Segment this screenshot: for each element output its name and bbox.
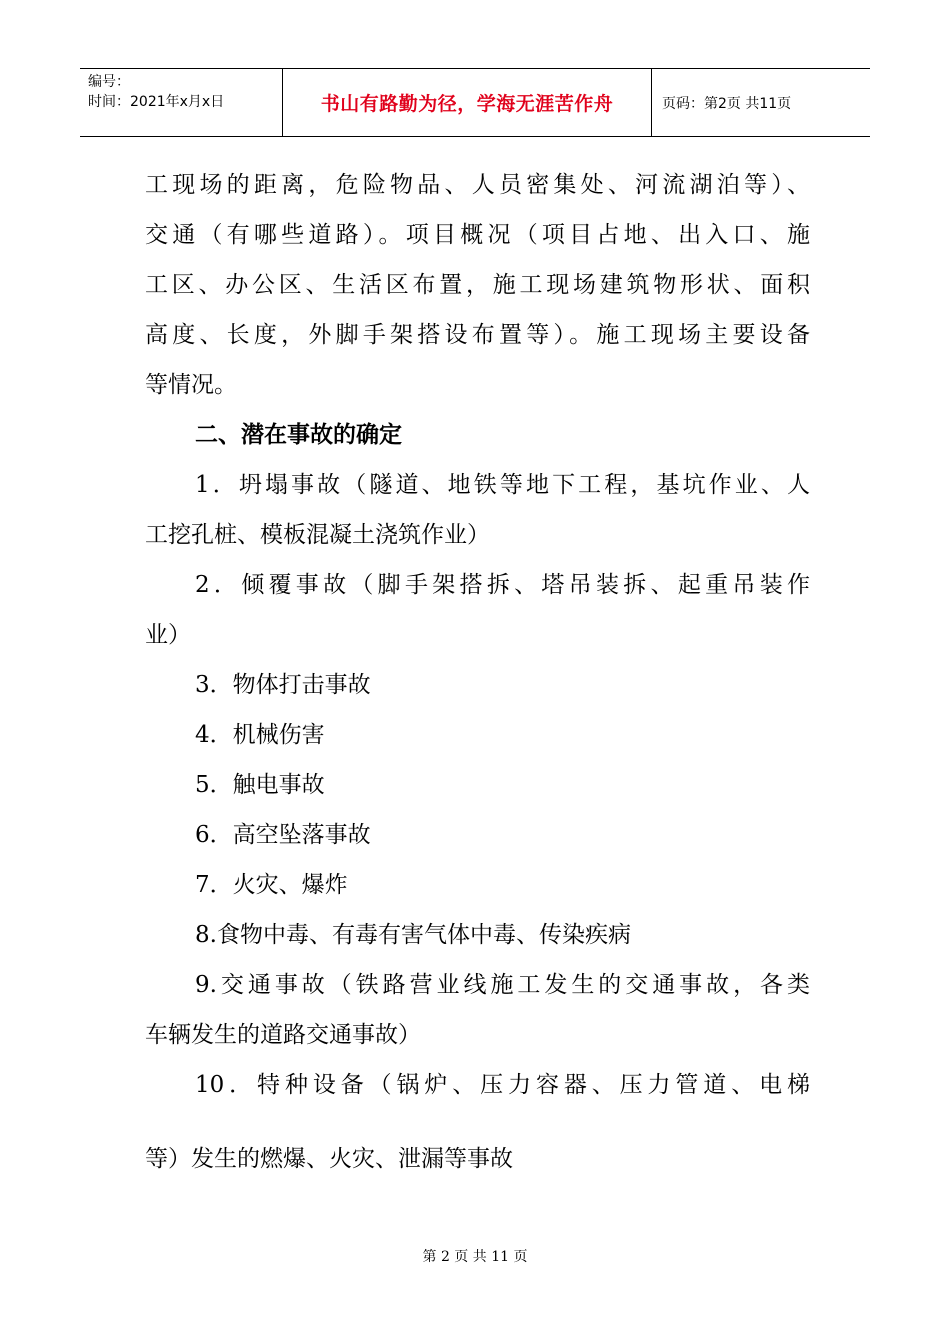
list-item-continuation: 等）发生的燃爆、火灾、泄漏等事故 — [145, 1146, 513, 1172]
paragraph-line: 高度、长度，外脚手架搭设布置等）。施工现场主要设备 — [145, 322, 810, 348]
list-item: 2．倾覆事故（脚手架搭拆、塔吊装拆、起重吊装作 — [195, 572, 810, 598]
list-item-continuation: 车辆发生的道路交通事故） — [145, 1022, 421, 1048]
header-motto: 书山有路勤为径，学海无涯苦作舟 — [282, 69, 652, 136]
paragraph-line: 交通（有哪些道路）。项目概况（项目占地、出入口、施 — [145, 222, 810, 248]
list-item: 5．触电事故 — [195, 772, 325, 798]
list-item: 8.食物中毒、有毒有害气体中毒、传染疾病 — [195, 922, 631, 948]
paragraph-line: 等情况。 — [145, 372, 237, 398]
page-footer: 第 2 页 共 11 页 — [422, 1249, 528, 1265]
time-label: 时间：2021年x月x日 — [88, 94, 225, 110]
paragraph-line: 工区、办公区、生活区布置，施工现场建筑物形状、面积 — [145, 272, 810, 298]
number-label: 编号： — [88, 74, 130, 90]
section-heading: 二、潜在事故的确定 — [195, 422, 402, 448]
list-item-continuation: 工挖孔桩、模板混凝土浇筑作业） — [145, 522, 490, 548]
list-item: 4．机械伤害 — [195, 722, 325, 748]
paragraph-line: 工现场的距离，危险物品、人员密集处、河流湖泊等）、 — [145, 172, 810, 198]
list-item: 10．特种设备（锅炉、压力容器、压力管道、电梯 — [195, 1072, 810, 1098]
header-page-info: 页码：第2页 共11页 — [662, 95, 792, 112]
list-item: 6．高空坠落事故 — [195, 822, 371, 848]
list-item: 3．物体打击事故 — [195, 672, 371, 698]
header-meta — [80, 69, 282, 136]
document-body — [145, 160, 810, 1184]
list-item: 7．火灾、爆炸 — [195, 872, 348, 898]
list-item-continuation: 业） — [145, 622, 191, 648]
list-item: 1．坍塌事故（隧道、地铁等地下工程，基坑作业、人 — [195, 472, 810, 498]
page-header — [80, 68, 870, 137]
list-item: 9.交通事故（铁路营业线施工发生的交通事故，各类 — [195, 972, 810, 998]
